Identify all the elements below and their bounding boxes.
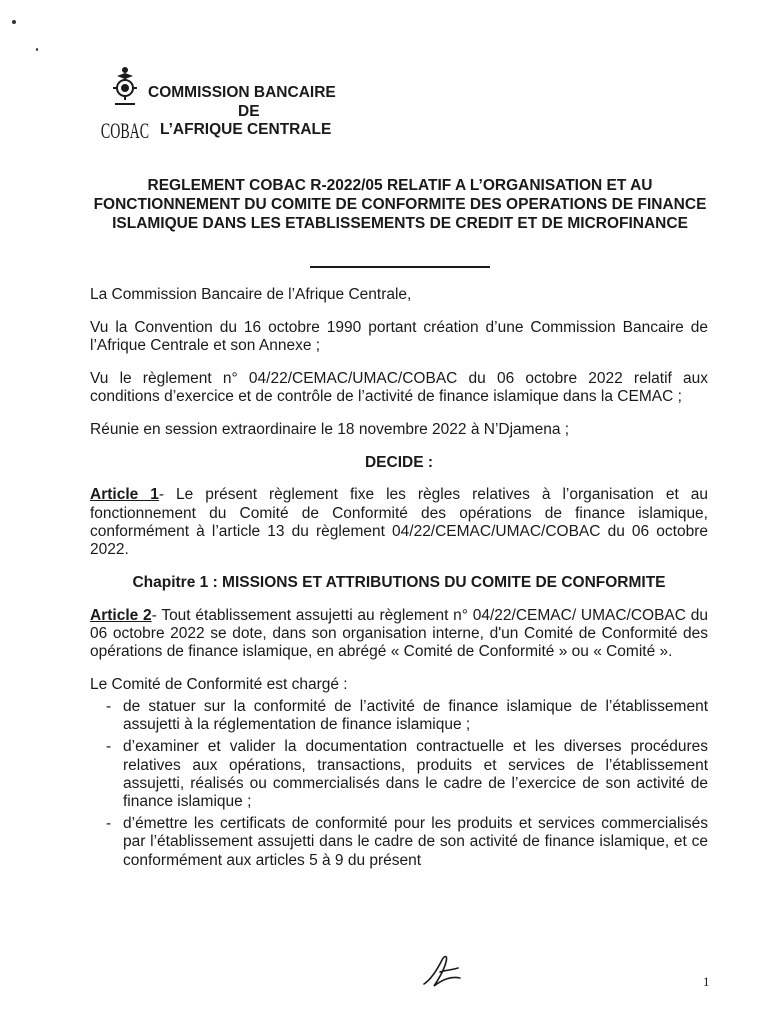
document-title: REGLEMENT COBAC R-2022/05 RELATIF A L’ORGANISATION ET AU FONCTIONNEMENT DU COMITE DE CONFORMITE DES OPERATIONS DE FINANCE ISLAMIQUE DANS LES ETABLISSEMENTS DE CREDIT ET DE MICROFINANCE [93, 177, 707, 232]
article-1-label: Article 1 [90, 486, 159, 504]
article-1-text: Le présent règlement fixe les règles relatives à l’organisation et au fonctionnement du Comité de Conformité des opérations de finance islamique, conformément à l’article 13 du règlement 04/22/CEMAC/UMAC/COBAC du 06 octobre 2022. [90, 486, 708, 558]
list-dash: - [106, 815, 112, 833]
list-dash: - [106, 698, 112, 715]
article-1 [90, 486, 708, 559]
organization-name [148, 84, 358, 140]
list-item-text: d’examiner et valider la documentation contractuelle et les diverses procédures relatives aux opérations, transactions, produits et services de l’établissement assujetti, réalisés ou commercialisés dans le cadre de l’exercice de son activité de finance islamique ; [123, 738, 708, 811]
list-item-text: d’émettre les certificats de conformité pour les produits et services commercialisés par l’établissement assujetti dans le cadre de son activité de finance islamique, et ce conformément aux articles 5 à 9 du présent [123, 815, 708, 869]
decide-heading: DECIDE : [364, 453, 434, 471]
org-line-3: L’AFRIQUE CENTRALE [160, 121, 332, 138]
page-number: 1 [703, 974, 710, 989]
chapter-heading: Chapitre 1 : MISSIONS ET ATTRIBUTIONS DU COMITE DE CONFORMITE [132, 573, 666, 591]
cobac-logo [100, 66, 150, 142]
org-line-2: DE [238, 102, 260, 120]
document-body [90, 286, 708, 874]
title-underline [310, 266, 490, 268]
logo-lettering: COBAC [100, 118, 150, 142]
article-separator: - [151, 606, 162, 624]
org-line-1: COMMISSION BANCAIRE [148, 84, 336, 101]
scan-speck [12, 20, 16, 24]
article-separator: - [158, 486, 177, 504]
committee-intro: Le Comité de Conformité est chargé : [90, 675, 348, 693]
article-2-text: Tout établissement assujetti au règlement n° 04/22/CEMAC/ UMAC/COBAC du 06 octobre 2022 se dote, dans son organisation interne, d'un Comité de Conformité des opérations de finance islamique, en abrégé « Comité de Conformité » ou « Comité ». [90, 606, 708, 660]
scan-speck [36, 48, 38, 51]
initials-signature [420, 950, 466, 992]
preamble-paragraph: Réunie en session extraordinaire le 18 novembre 2022 à N’Djamena ; [90, 420, 570, 438]
list-dash: - [106, 738, 112, 756]
preamble-paragraph: Vu la Convention du 16 octobre 1990 portant création d’une Commission Bancaire de l’Afrique Centrale et son Annexe ; [90, 318, 708, 354]
preamble-paragraph: Vu le règlement n° 04/22/CEMAC/UMAC/COBAC du 06 octobre 2022 relatif aux conditions d’exercice et de contrôle de l’activité de finance islamique dans la CEMAC ; [90, 369, 708, 405]
list-item-text: de statuer sur la conformité de l’activité de finance islamique de l’établissement assujetti à la réglementation de finance islamique ; [123, 698, 708, 734]
list-item [90, 738, 708, 811]
list-item [90, 815, 708, 870]
committee-duties-list [90, 698, 708, 870]
preamble-paragraph: La Commission Bancaire de l’Afrique Centrale, [90, 286, 412, 303]
article-2-label: Article 2 [90, 606, 152, 624]
list-item [90, 698, 708, 734]
article-2 [90, 607, 708, 662]
